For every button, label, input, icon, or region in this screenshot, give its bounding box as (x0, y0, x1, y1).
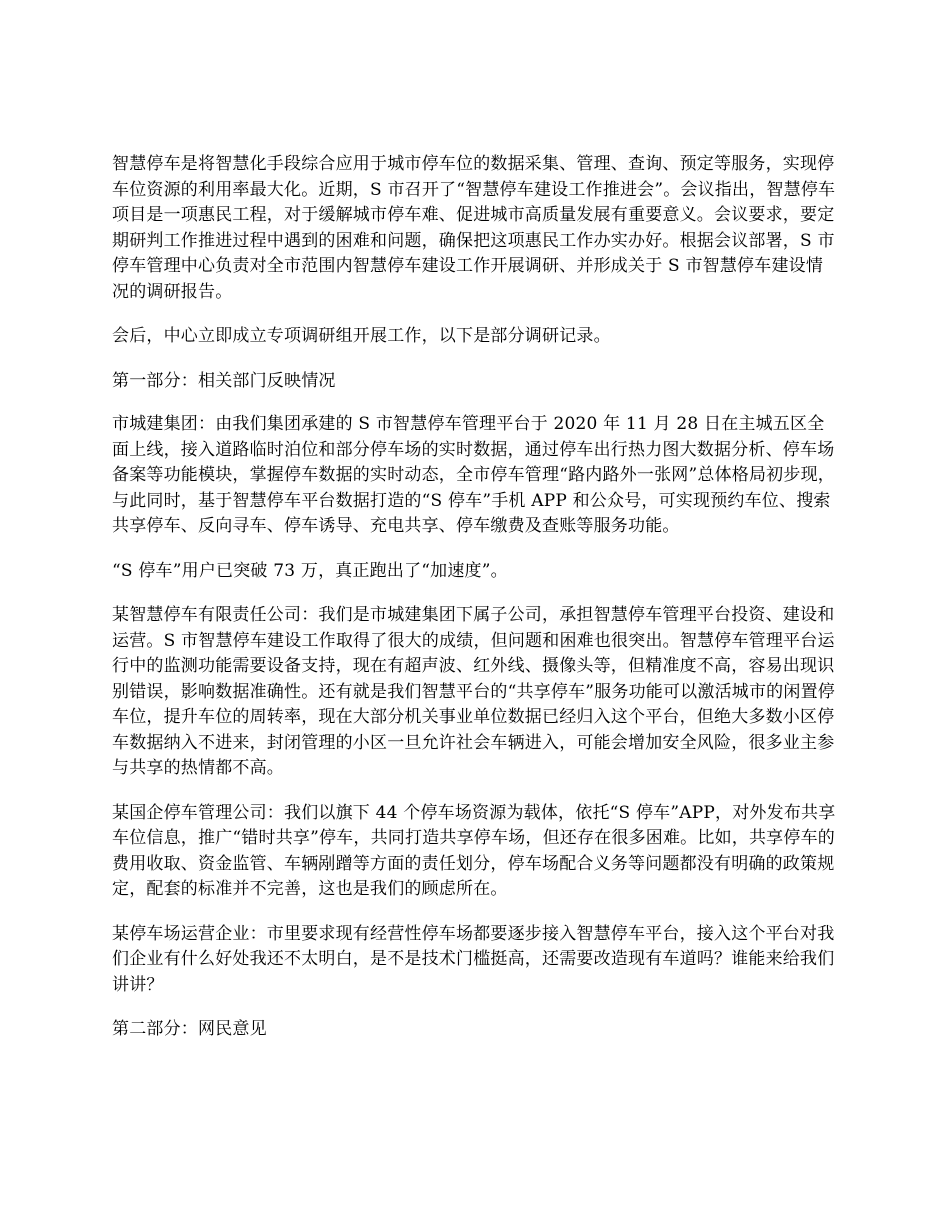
section-heading-part-one: 第一部分：相关部门反映情况 (112, 370, 336, 391)
document-page (112, 152, 840, 1061)
city-construction-group-paragraph: 市城建集团：由我们集团承建的 S 市智慧停车管理平台于 2020 年 11 月 28 日在主城五区全面上线，接入道路临时泊位和部分停车场的实时数据，通过停车出行热力图大数据分析、停车场备案等功能模块，掌握停车数据的实时动态，全市停车管理“路内路外一张网”总体格局初步现，与此同时，基于智慧停车平台数据打造的“S 停车”手机 APP 和公众号，可实现预约车位、搜索共享停车、反向寻车、停车诱导、充电共享、停车缴费及查账等服务功能。 (112, 414, 835, 536)
intro-paragraph: 智慧停车是将智慧化手段综合应用于城市停车位的数据采集、管理、查询、预定等服务，实现停车位资源的利用率最大化。近期，S 市召开了“智慧停车建设工作推进会”。会议指出，智慧停车项目是一项惠民工程，对于缓解城市停车难、促进城市高质量发展有重要意义。会议要求，要定期研判工作推进过程中遇到的困难和问题，确保把这项惠民工作办实办好。根据会议部署，S 市停车管理中心负责对全市范围内智慧停车建设工作开展调研、并形成关于 S 市智慧停车建设情况的调研报告。 (112, 154, 836, 302)
smart-parking-company-paragraph: 某智慧停车有限责任公司：我们是市城建集团下属子公司，承担智慧停车管理平台投资、建设和运营。S 市智慧停车建设工作取得了很大的成绩，但问题和困难也很突出。智慧停车管理平台运行中的监测功能需要设备支持，现在有超声波、红外线、摄像头等，但精准度不高，容易出现识别错误，影响数据准确性。还有就是我们智慧平台的“共享停车”服务功能可以激活城市的闲置停车位，提升车位的周转率，现在大部分机关事业单位数据已经归入这个平台，但绝大多数小区停车数据纳入不进来，封闭管理的小区一旦允许社会车辆进入，可能会增加安全风险，很多业主参与共享的热情都不高。 (112, 605, 835, 778)
user-count-paragraph: “S 停车”用户已突破 73 万，真正跑出了“加速度”。 (112, 560, 508, 581)
section-heading-part-two: 第二部分：网民意见 (112, 1019, 267, 1039)
parking-lot-operator-paragraph: 某停车场运营企业：市里要求现有经营性停车场都要逐步接入智慧停车平台，接入这个平台对我们企业有什么好处我还不太明白，是不是技术门槛挺高，还需要改造现有车道吗？谁能来给我们讲讲？ (112, 923, 835, 995)
followup-paragraph: 会后，中心立即成立专项调研组开展工作，以下是部分调研记录。 (112, 326, 611, 346)
state-owned-parking-company-paragraph: 某国企停车管理公司：我们以旗下 44 个停车场资源为载体，依托“S 停车”APP，对外发布共享车位信息，推广“错时共享”停车，共同打造共享停车场，但还存在很多困难。比如，共享停车的费用收取、资金监管、车辆剐蹭等方面的责任划分，停车场配合义务等问题都没有明确的政策规定，配套的标准并不完善，这也是我们的顾虑所在。 (112, 802, 836, 899)
